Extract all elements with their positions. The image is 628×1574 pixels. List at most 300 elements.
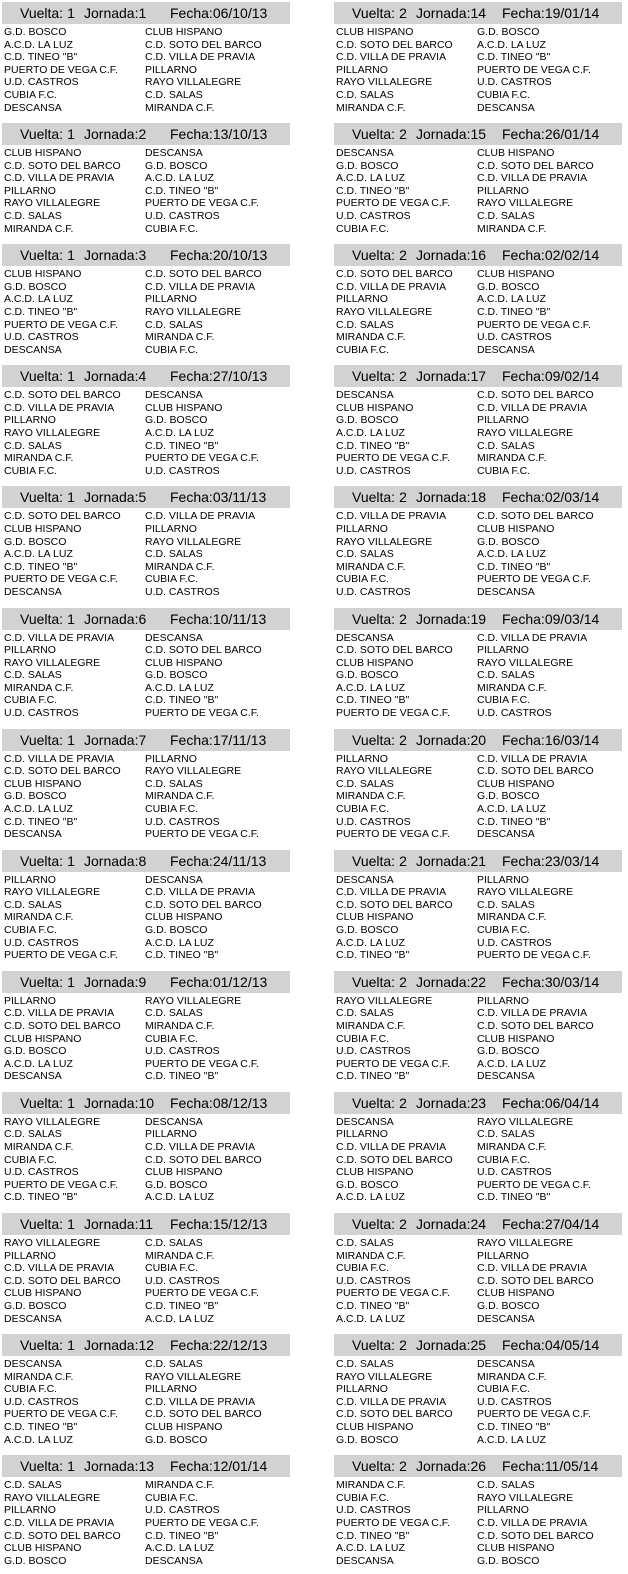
jornada-label-part: Jornada:: [416, 1458, 471, 1475]
jornada-label: [84, 729, 146, 751]
home-team: PILLARNO: [336, 1383, 388, 1396]
away-team: C.D. SOTO DEL BARCO: [477, 389, 594, 402]
away-team: PILLARNO: [477, 414, 529, 427]
vuelta-label-part: 1: [67, 1458, 75, 1475]
match-row: [336, 911, 622, 924]
match-row: [4, 89, 290, 102]
jornada-header: [2, 608, 290, 630]
match-row: [336, 1421, 622, 1434]
away-team: PILLARNO: [477, 873, 529, 886]
jornada-block: [334, 1332, 624, 1453]
away-team: G.D. BOSCO: [477, 1554, 540, 1567]
jornada-block: [334, 0, 624, 121]
match-row: [336, 293, 622, 306]
vuelta-label: [20, 971, 75, 993]
home-team: A.C.D. LA LUZ: [336, 936, 405, 949]
jornada-label-part: Jornada:: [84, 5, 139, 21]
vuelta-label-part: Vuelta:: [20, 1094, 64, 1111]
vuelta-label: [20, 1334, 75, 1356]
fecha-label-part: 04/05/14: [544, 1337, 600, 1354]
away-team: PILLARNO: [145, 293, 197, 306]
away-team: A.C.D. LA LUZ: [477, 293, 546, 306]
jornada-label-part: Jornada:: [84, 610, 139, 627]
jornada-label: [416, 486, 486, 508]
home-team: A.C.D. LA LUZ: [336, 1312, 405, 1325]
home-team: CUBIA F.C.: [4, 1153, 58, 1166]
home-team: PUERTO DE VEGA C.F.: [4, 1178, 118, 1191]
fecha-label-part: 30/03/14: [544, 973, 600, 990]
away-team: CUBIA F.C.: [145, 1491, 199, 1504]
jornada-label: [84, 1213, 153, 1235]
fecha-label-part: Fecha:: [170, 731, 213, 748]
match-row: [336, 548, 622, 561]
match-row: [4, 1358, 290, 1371]
match-row: [336, 223, 622, 236]
home-team: U.D. CASTROS: [336, 1504, 411, 1517]
match-row: [336, 1542, 622, 1555]
match-row: [4, 1517, 290, 1530]
jornada-block: [334, 848, 624, 969]
fecha-label: [502, 608, 599, 630]
away-team: CLUB HISPANO: [477, 268, 555, 281]
fecha-label: [502, 1334, 599, 1356]
match-row: [4, 440, 290, 453]
vuelta-label: [20, 729, 75, 751]
away-team: U.D. CASTROS: [477, 936, 552, 949]
jornada-label-part: 16: [470, 247, 487, 264]
home-team: CUBIA F.C.: [336, 802, 390, 815]
away-team: A.C.D. LA LUZ: [145, 1191, 214, 1204]
home-team: DESCANSA: [4, 1312, 62, 1325]
home-team: G.D. BOSCO: [336, 1433, 399, 1446]
away-team: G.D. BOSCO: [145, 924, 208, 937]
fecha-label-part: 10/11/13: [212, 610, 267, 627]
home-team: CUBIA F.C.: [336, 1262, 390, 1275]
away-team: RAYO VILLALEGRE: [145, 76, 242, 89]
jornada-label: [84, 365, 146, 387]
vuelta-label: [352, 1334, 407, 1356]
fecha-label-part: 06/10/13: [212, 5, 268, 21]
away-team: C.D. TINEO "B": [145, 1070, 219, 1083]
match-row: [336, 344, 622, 357]
jornada-block: [334, 242, 624, 363]
match-row: [336, 452, 622, 465]
away-team: MIRANDA C.F.: [477, 1141, 547, 1154]
vuelta-label-part: Vuelta:: [352, 5, 396, 21]
home-team: PUERTO DE VEGA C.F.: [336, 1516, 450, 1529]
match-list: [336, 510, 622, 598]
jornada-label-part: 10: [138, 1094, 155, 1111]
match-row: [336, 1358, 622, 1371]
home-team: PUERTO DE VEGA C.F.: [4, 1408, 118, 1421]
match-row: [4, 1179, 290, 1192]
jornada-header: [2, 1334, 290, 1356]
match-row: [336, 1371, 622, 1384]
jornada-label: [84, 1334, 154, 1356]
fecha-label: [502, 971, 599, 993]
fecha-label-part: Fecha:: [502, 1458, 545, 1475]
jornada-block: [334, 363, 624, 484]
match-row: [336, 1287, 622, 1300]
match-list: [4, 995, 290, 1083]
home-team: C.D. SALAS: [336, 1358, 394, 1371]
match-row: [4, 465, 290, 478]
match-row: [4, 344, 290, 357]
away-team: PUERTO DE VEGA C.F.: [477, 1408, 591, 1421]
match-row: [336, 1383, 622, 1396]
home-team: DESCANSA: [4, 585, 62, 598]
jornada-label-part: 12: [138, 1337, 155, 1354]
away-team: C.D. VILLA DE PRAVIA: [477, 172, 588, 185]
home-team: RAYO VILLALEGRE: [4, 427, 101, 440]
away-team: C.D. SOTO DEL BARCO: [477, 159, 594, 172]
vuelta-label-part: 2: [399, 973, 407, 990]
match-row: [4, 1070, 290, 1083]
away-team: PILLARNO: [477, 1249, 529, 1262]
home-team: C.D. SOTO DEL BARCO: [4, 1529, 121, 1542]
away-team: CUBIA F.C.: [145, 343, 199, 356]
match-row: [336, 331, 622, 344]
away-team: C.D. SALAS: [477, 669, 535, 682]
fecha-label: [170, 1213, 267, 1235]
fecha-label-part: 03/11/13: [212, 489, 267, 506]
jornada-block: [2, 1332, 292, 1453]
fecha-label-part: Fecha:: [502, 489, 545, 506]
home-team: MIRANDA C.F.: [336, 1249, 406, 1262]
fecha-label-part: 27/04/14: [544, 1216, 600, 1232]
home-team: C.D. VILLA DE PRAVIA: [4, 1262, 115, 1275]
match-row: [4, 1492, 290, 1505]
vuelta-label-part: 2: [399, 1337, 407, 1354]
fecha-label: [170, 1334, 267, 1356]
fecha-label: [170, 729, 266, 751]
match-row: [336, 39, 622, 52]
fecha-label-part: 26/01/14: [544, 126, 600, 143]
jornada-label: [84, 2, 146, 24]
home-team: G.D. BOSCO: [336, 669, 399, 682]
jornada-block: [2, 121, 292, 242]
vuelta-label-part: Vuelta:: [352, 489, 396, 506]
away-team: U.D. CASTROS: [477, 76, 552, 89]
match-list: [4, 268, 290, 356]
jornada-label-part: Jornada:: [416, 973, 471, 990]
away-team: C.D. SOTO DEL BARCO: [145, 268, 262, 281]
match-row: [4, 1434, 290, 1447]
fecha-label: [170, 244, 267, 266]
away-team: C.D. SALAS: [145, 1358, 203, 1371]
jornada-label: [416, 850, 486, 872]
home-team: RAYO VILLALEGRE: [4, 886, 101, 899]
home-team: CLUB HISPANO: [4, 1032, 82, 1045]
match-row: [336, 51, 622, 64]
jornada-label-part: 21: [470, 852, 487, 869]
jornada-block: [2, 1211, 292, 1332]
away-team: CLUB HISPANO: [145, 656, 223, 669]
home-team: CLUB HISPANO: [4, 1287, 82, 1300]
jornada-label: [84, 244, 146, 266]
away-team: MIRANDA C.F.: [477, 911, 547, 924]
vuelta-label-part: 2: [399, 852, 407, 869]
away-team: PILLARNO: [145, 63, 197, 76]
jornada-block: [334, 727, 624, 848]
match-list: [4, 632, 290, 720]
home-team: PUERTO DE VEGA C.F.: [336, 197, 450, 210]
home-team: CLUB HISPANO: [4, 777, 82, 790]
jornada-label-part: Jornada:: [84, 852, 139, 869]
away-team: U.D. CASTROS: [477, 1166, 552, 1179]
jornada-label-part: 18: [470, 489, 487, 506]
home-team: RAYO VILLALEGRE: [4, 1491, 101, 1504]
away-team: RAYO VILLALEGRE: [477, 427, 574, 440]
fecha-label: [502, 123, 599, 145]
jornada-label-part: Jornada:: [416, 852, 471, 869]
fecha-label-part: Fecha:: [502, 368, 545, 385]
home-team: C.D. SOTO DEL BARCO: [336, 1408, 453, 1421]
fecha-label-part: Fecha:: [170, 1458, 213, 1475]
match-row: [336, 319, 622, 332]
jornada-block: [334, 1090, 624, 1211]
home-team: PILLARNO: [336, 1128, 388, 1141]
away-team: C.D. VILLA DE PRAVIA: [145, 1141, 256, 1154]
home-team: RAYO VILLALEGRE: [4, 1115, 101, 1128]
fecha-label: [502, 850, 599, 872]
match-row: [336, 778, 622, 791]
vuelta-label-part: 1: [67, 1337, 75, 1354]
home-team: C.D. SOTO DEL BARCO: [4, 1274, 121, 1287]
home-team: C.D. TINEO "B": [4, 305, 78, 318]
jornada-label: [84, 850, 146, 872]
home-team: CLUB HISPANO: [4, 147, 82, 160]
home-team: PILLARNO: [4, 873, 56, 886]
match-row: [4, 644, 290, 657]
jornada-label-part: 20: [470, 731, 487, 748]
vuelta-label: [352, 486, 407, 508]
away-team: RAYO VILLALEGRE: [145, 535, 242, 548]
home-team: U.D. CASTROS: [336, 1045, 411, 1058]
fecha-label: [502, 486, 599, 508]
vuelta-label-part: 1: [67, 247, 75, 264]
jornada-label-part: Jornada:: [84, 731, 139, 748]
vuelta-label: [352, 1092, 407, 1114]
match-row: [336, 1313, 622, 1326]
away-team: C.D. SALAS: [145, 88, 203, 101]
jornada-label: [84, 1455, 154, 1477]
vuelta-label-part: 1: [67, 1094, 75, 1111]
vuelta-label-part: Vuelta:: [20, 1216, 64, 1232]
away-team: CLUB HISPANO: [145, 401, 223, 414]
away-team: G.D. BOSCO: [477, 1299, 540, 1312]
fecha-label-part: 09/03/14: [544, 610, 600, 627]
fecha-label-part: Fecha:: [170, 1337, 213, 1354]
home-team: U.D. CASTROS: [4, 1395, 79, 1408]
home-team: A.C.D. LA LUZ: [4, 38, 73, 51]
away-team: RAYO VILLALEGRE: [145, 765, 242, 778]
match-row: [4, 64, 290, 77]
away-team: RAYO VILLALEGRE: [477, 1115, 574, 1128]
vuelta-label-part: 2: [399, 368, 407, 385]
match-row: [4, 1154, 290, 1167]
away-team: PUERTO DE VEGA C.F.: [145, 707, 259, 720]
match-row: [336, 937, 622, 950]
match-row: [336, 427, 622, 440]
away-team: C.D. VILLA DE PRAVIA: [145, 1395, 256, 1408]
jornada-label-part: Jornada:: [84, 1458, 139, 1475]
match-row: [336, 1070, 622, 1083]
match-row: [336, 1555, 622, 1568]
match-row: [4, 949, 290, 962]
match-row: [336, 414, 622, 427]
match-row: [336, 1116, 622, 1129]
away-team: DESCANSA: [145, 1554, 203, 1567]
home-team: C.D. SALAS: [336, 1007, 394, 1020]
away-team: MIRANDA C.F.: [145, 1019, 215, 1032]
away-team: C.D. SALAS: [145, 1007, 203, 1020]
vuelta-label: [20, 1092, 75, 1114]
match-row: [4, 331, 290, 344]
home-team: C.D. TINEO "B": [4, 1421, 78, 1434]
match-row: [4, 803, 290, 816]
away-team: PILLARNO: [145, 1128, 197, 1141]
jornada-label-part: 3: [138, 247, 147, 264]
away-team: CLUB HISPANO: [477, 522, 555, 535]
away-team: DESCANSA: [477, 1070, 535, 1083]
jornada-label-part: Jornada:: [84, 247, 139, 264]
away-team: PUERTO DE VEGA C.F.: [145, 1516, 259, 1529]
home-team: C.D. SALAS: [4, 210, 62, 223]
jornada-block: [334, 1453, 624, 1574]
away-team: PUERTO DE VEGA C.F.: [477, 949, 591, 962]
home-team: A.C.D. LA LUZ: [336, 172, 405, 185]
match-row: [336, 306, 622, 319]
away-team: C.D. SALAS: [477, 1128, 535, 1141]
fecha-label-part: 06/04/14: [544, 1094, 600, 1111]
match-row: [336, 102, 622, 115]
home-team: DESCANSA: [4, 1070, 62, 1083]
vuelta-label-part: 2: [399, 126, 407, 143]
home-team: PILLARNO: [4, 1249, 56, 1262]
vuelta-label-part: Vuelta:: [352, 610, 396, 627]
away-team: G.D. BOSCO: [477, 790, 540, 803]
vuelta-label: [352, 850, 407, 872]
jornada-label-part: Jornada:: [416, 5, 471, 21]
home-team: G.D. BOSCO: [336, 1178, 399, 1191]
match-row: [336, 707, 622, 720]
home-team: C.D. VILLA DE PRAVIA: [4, 401, 115, 414]
away-team: CUBIA F.C.: [145, 802, 199, 815]
jornada-label-part: 8: [138, 852, 147, 869]
jornada-label: [84, 486, 146, 508]
match-row: [336, 1045, 622, 1058]
vuelta-label-part: Vuelta:: [20, 973, 64, 990]
away-team: PUERTO DE VEGA C.F.: [145, 1057, 259, 1070]
fecha-label: [170, 850, 266, 872]
match-row: [4, 1383, 290, 1396]
match-row: [336, 682, 622, 695]
fecha-label-part: Fecha:: [170, 1094, 213, 1111]
jornada-header: [334, 850, 622, 872]
match-row: [4, 1371, 290, 1384]
home-team: CLUB HISPANO: [336, 1166, 414, 1179]
away-team: C.D. SALAS: [477, 1479, 535, 1492]
away-team: C.D. TINEO "B": [477, 815, 551, 828]
vuelta-label-part: 2: [399, 489, 407, 506]
jornada-label: [416, 1092, 486, 1114]
fecha-label-part: 01/12/13: [212, 973, 268, 990]
away-team: C.D. TINEO "B": [477, 305, 551, 318]
home-team: RAYO VILLALEGRE: [336, 76, 433, 89]
away-team: C.D. SOTO DEL BARCO: [145, 38, 262, 51]
home-team: C.D. SOTO DEL BARCO: [336, 644, 453, 657]
fecha-label-part: 15/12/13: [212, 1216, 268, 1232]
home-team: PUERTO DE VEGA C.F.: [336, 707, 450, 720]
match-row: [4, 778, 290, 791]
fecha-label-part: Fecha:: [170, 126, 213, 143]
jornada-label-part: 6: [138, 610, 147, 627]
fecha-label-part: 09/02/14: [544, 368, 600, 385]
away-team: C.D. VILLA DE PRAVIA: [477, 401, 588, 414]
home-team: C.D. SOTO DEL BARCO: [4, 1019, 121, 1032]
vuelta-label-part: Vuelta:: [352, 1337, 396, 1354]
away-team: A.C.D. LA LUZ: [145, 681, 214, 694]
jornada-block: [334, 606, 624, 727]
match-row: [336, 1141, 622, 1154]
home-team: DESCANSA: [336, 873, 394, 886]
match-row: [4, 39, 290, 52]
match-list: [336, 1237, 622, 1325]
jornada-label-part: Jornada:: [84, 973, 139, 990]
jornada-block: [2, 969, 292, 1090]
fecha-label-part: Fecha:: [170, 368, 213, 385]
home-team: C.D. SOTO DEL BARCO: [336, 1153, 453, 1166]
home-team: U.D. CASTROS: [336, 585, 411, 598]
away-team: A.C.D. LA LUZ: [477, 1433, 546, 1446]
away-team: DESCANSA: [477, 343, 535, 356]
vuelta-label-part: 1: [67, 489, 75, 506]
fecha-label-part: 23/03/14: [544, 852, 600, 869]
away-team: C.D. TINEO "B": [145, 184, 219, 197]
match-row: [4, 1421, 290, 1434]
jornada-label: [84, 123, 146, 145]
away-team: RAYO VILLALEGRE: [477, 1237, 574, 1249]
home-team: C.D. TINEO "B": [4, 51, 78, 64]
vuelta-label: [352, 2, 407, 24]
match-row: [4, 1262, 290, 1275]
vuelta-label-part: Vuelta:: [20, 247, 64, 264]
match-row: [4, 1020, 290, 1033]
away-team: CLUB HISPANO: [145, 911, 223, 924]
match-row: [4, 102, 290, 115]
home-team: CLUB HISPANO: [4, 522, 82, 535]
match-row: [336, 402, 622, 415]
away-team: A.C.D. LA LUZ: [145, 1312, 214, 1325]
home-team: C.D. VILLA DE PRAVIA: [4, 1007, 115, 1020]
vuelta-label: [352, 1455, 407, 1477]
jornada-block: [2, 0, 292, 121]
jornada-label-part: 5: [138, 489, 147, 506]
match-row: [336, 644, 622, 657]
home-team: C.D. SALAS: [4, 439, 62, 452]
away-team: C.D. VILLA DE PRAVIA: [477, 1007, 588, 1020]
fecha-label-part: 02/02/14: [544, 247, 600, 264]
match-row: [336, 1492, 622, 1505]
jornada-block: [2, 848, 292, 969]
match-row: [336, 924, 622, 937]
home-team: CLUB HISPANO: [336, 1421, 414, 1434]
away-team: C.D. SOTO DEL BARCO: [477, 1274, 594, 1287]
match-list: [336, 26, 622, 114]
home-team: PUERTO DE VEGA C.F.: [4, 63, 118, 76]
jornada-label: [416, 2, 486, 24]
